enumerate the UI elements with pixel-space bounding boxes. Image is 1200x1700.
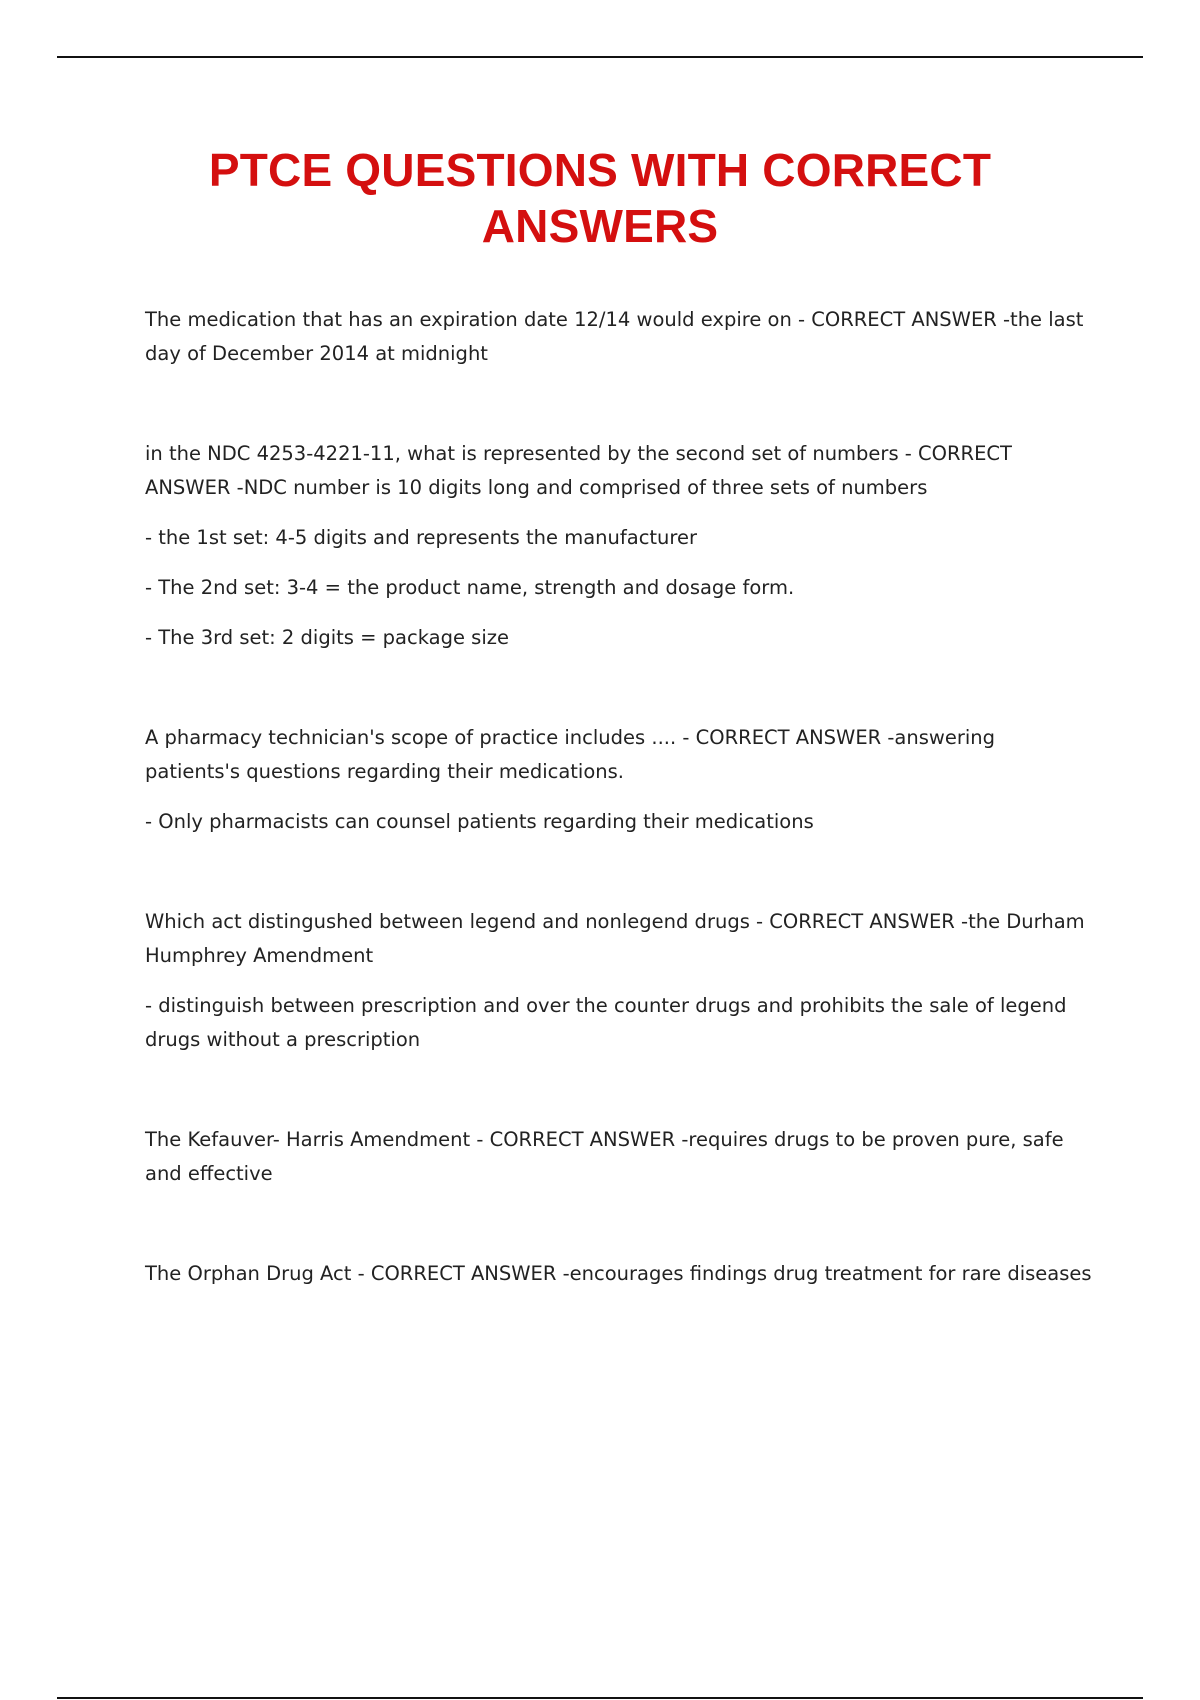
- page-title: PTCE QUESTIONS WITH CORRECT ANSWERS: [208, 144, 992, 252]
- qa-note: - The 2nd set: 3-4 = the product name, strength and dosage form.: [145, 576, 795, 599]
- qa-text: The Orphan Drug Act - CORRECT ANSWER -encourages findings drug treatment for rare diseases: [145, 1262, 1092, 1285]
- qa-item-technician-scope: [145, 721, 1095, 839]
- qa-note: - distinguish between prescription and over the counter drugs and prohibits the sale of legend drugs without a prescription: [145, 994, 1067, 1051]
- qa-text: Which act distingushed between legend and nonlegend drugs - CORRECT ANSWER -the Durham Humphrey Amendment: [145, 910, 1085, 967]
- qa-note: - the 1st set: 4-5 digits and represents the manufacturer: [145, 526, 698, 549]
- qa-note: - Only pharmacists can counsel patients regarding their medications: [145, 810, 814, 833]
- qa-content: [145, 303, 1095, 1357]
- qa-item-orphan-drug-act: [145, 1257, 1095, 1291]
- qa-item-durham-humphrey: [145, 905, 1095, 1057]
- qa-text: in the NDC 4253-4221-11, what is represented by the second set of numbers - CORRECT ANSWER -NDC number is 10 digits long and comprised of three sets of numbers: [145, 442, 1012, 499]
- qa-item-ndc-number: [145, 437, 1095, 655]
- qa-text: A pharmacy technician's scope of practice includes .... - CORRECT ANSWER -answering patients's questions regarding their medications.: [145, 726, 996, 783]
- qa-item-expiration-date: [145, 303, 1095, 371]
- qa-text: The Kefauver- Harris Amendment - CORRECT ANSWER -requires drugs to be proven pure, safe and effective: [145, 1128, 1064, 1185]
- qa-note: - The 3rd set: 2 digits = package size: [145, 626, 509, 649]
- top-rule: [57, 56, 1143, 58]
- bottom-rule: [57, 1697, 1143, 1699]
- qa-text: The medication that has an expiration date 12/14 would expire on - CORRECT ANSWER -the last day of December 2014 at midnight: [145, 308, 1084, 365]
- qa-item-kefauver-harris: [145, 1123, 1095, 1191]
